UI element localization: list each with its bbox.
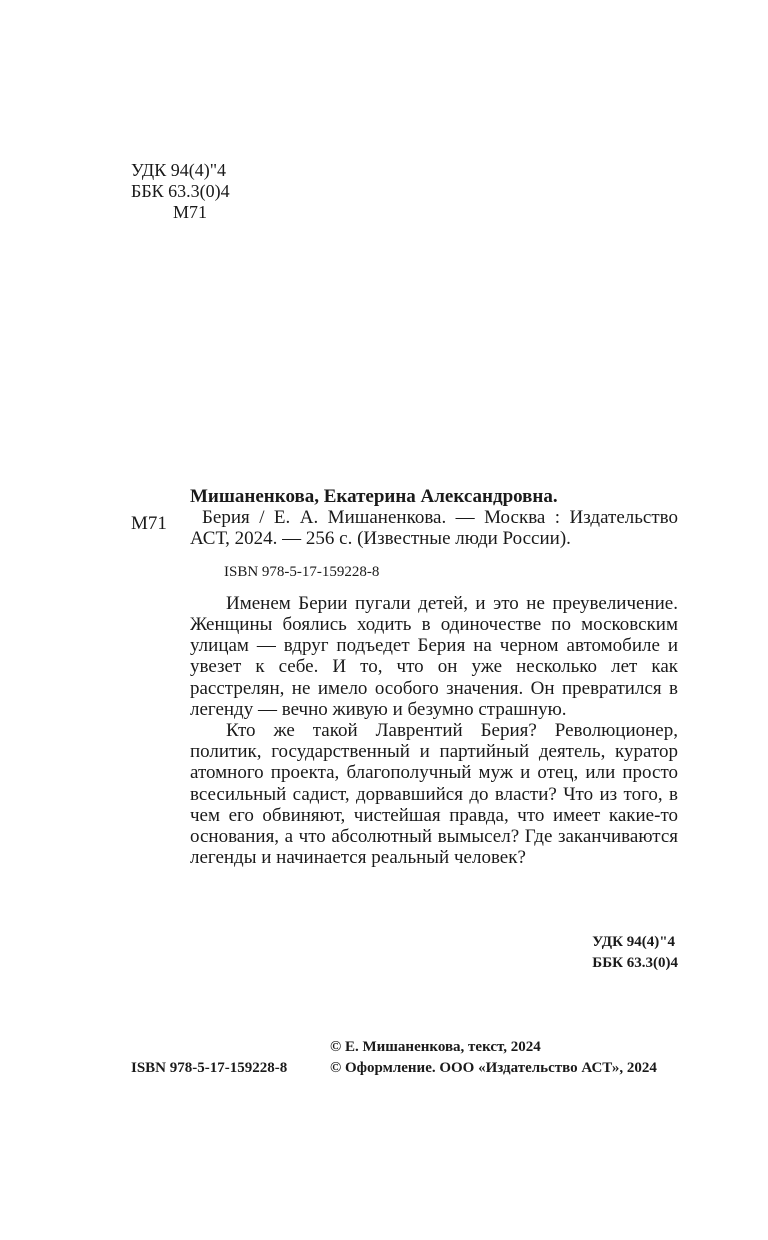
udk-code: УДК 94(4)"4 [131,160,227,180]
bbk-code: ББК 63.3(0)4 [131,181,230,201]
catalog-isbn: ISBN 978-5-17-159228-8 [224,563,380,580]
bbk-code-bottom: ББК 63.3(0)4 [592,955,678,971]
copyright-text: © Е. Мишаненкова, текст, 2024 [330,1039,541,1055]
copyright-notices [330,1037,657,1079]
author-heading: Мишаненкова, Екатерина Александровна. [190,486,558,507]
catalog-entry [190,486,678,868]
udk-code-bottom: УДК 94(4)"4 [592,934,676,950]
author-mark: М71 [173,202,208,222]
footer-isbn: ISBN 978-5-17-159228-8 [131,1060,288,1076]
annotation [190,593,678,869]
catalog-codes [592,932,678,974]
annotation-paragraph: Именем Берии пугали детей, и это не преувеличение. Женщины боялись ходить в одиночестве по московским улицам — вдруг подъедет Берия на черном автомобиле и увезет к себе. И то, что он уже несколько лет как расстрелян, не имело особого значения. Он превратился в легенду — вечно живую и безумно страшную. [190,592,678,720]
catalog-margin-mark: М71 [131,513,167,534]
copyright-design: © Оформление. ООО «Издательство АСТ», 2024 [330,1060,657,1076]
annotation-paragraph: Кто же такой Лаврентий Берия? Революционер, политик, государственный и партийный деятель, куратор атомного проекта, благополучный муж и отец, или просто всесильный садист, дорвавшийся до власти? Что из того, в чем его обвиняют, чистейшая правда, что имеет какие-то основания, а что абсолютный вымысел? Где заканчиваются легенды и начинается реальный человек? [190,720,678,869]
classification-codes [131,160,230,223]
bibliographic-description: Берия / Е. А. Мишаненкова. — Москва : Издательство АСТ, 2024. — 256 с. (Известные люди России). [190,507,678,550]
